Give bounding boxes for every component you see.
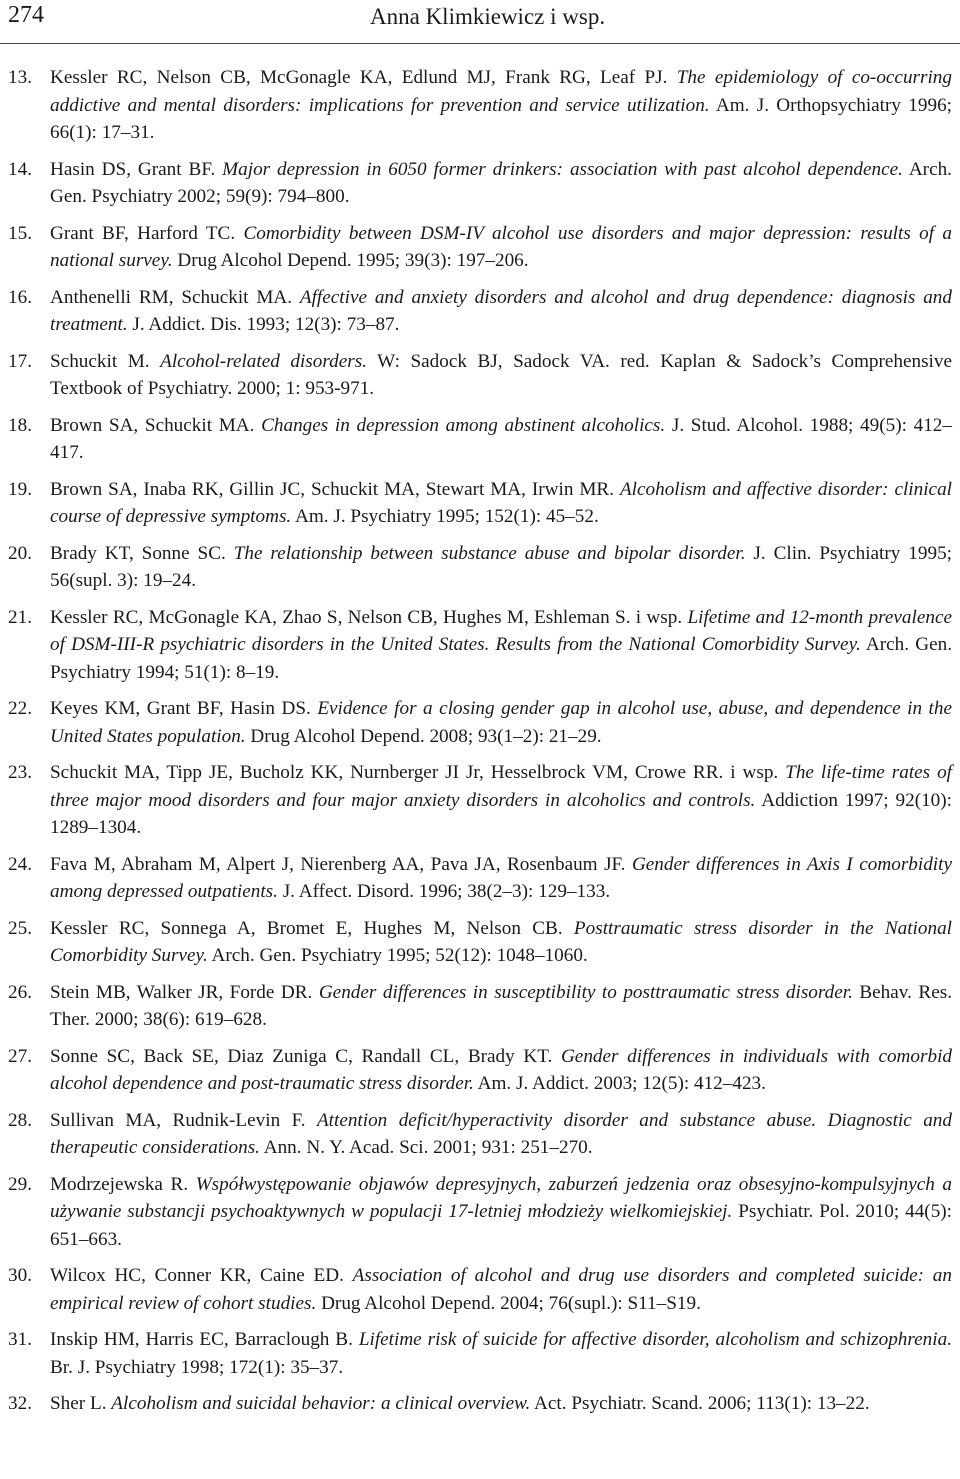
reference-authors: Fava M, Abraham M, Alpert J, Nierenberg AA, Pava JA, Rosenbaum JF.: [50, 853, 632, 875]
reference-text: [50, 540, 952, 595]
reference-item: [8, 220, 952, 275]
reference-item: [8, 1262, 952, 1317]
reference-text: [50, 759, 952, 842]
reference-text: [50, 156, 952, 211]
reference-authors: Kessler RC, McGonagle KA, Zhao S, Nelson CB, Hughes M, Eshleman S. i wsp.: [50, 606, 688, 628]
reference-title: Posttraumatic stress disorder in the National Comorbidity Survey.: [50, 917, 952, 966]
reference-title: Comorbidity between DSM-IV alcohol use disorders and major depression: results of a national survey.: [50, 222, 952, 271]
reference-item: [8, 915, 952, 970]
reference-text: [50, 915, 952, 970]
reference-source: Am. J. Addict. 2003; 12(5): 412–423.: [473, 1073, 766, 1094]
reference-source: Drug Alcohol Depend. 2004; 76(supl.): S11–S19.: [316, 1292, 701, 1314]
reference-list: [8, 64, 952, 1427]
reference-source: Act. Psychiatr. Scand. 2006; 113(1): 13–22.: [530, 1393, 870, 1414]
reference-item: [8, 759, 952, 842]
reference-text: [50, 1171, 952, 1254]
reference-number: 19.: [8, 478, 32, 500]
reference-text: [50, 476, 952, 531]
reference-title: The epidemiology of co-occurring addictive and mental disorders: implications for prevention and service utilization.: [50, 67, 952, 116]
reference-title: Alcohol-related disorders.: [160, 350, 367, 372]
reference-number: 14.: [8, 158, 32, 180]
reference-number: 15.: [8, 222, 32, 244]
reference-source: Am. J. Psychiatry 1995; 152(1): 45–52.: [291, 506, 599, 527]
reference-number: 30.: [8, 1265, 32, 1286]
reference-number: 24.: [8, 853, 32, 875]
reference-source: Behav. Res. Ther. 2000; 38(6): 619–628.: [50, 981, 952, 1030]
reference-text: [50, 695, 952, 750]
reference-authors: Schuckit M.: [50, 350, 161, 372]
reference-text: [50, 1390, 952, 1418]
reference-text: [50, 1107, 952, 1162]
reference-text: [50, 851, 952, 906]
reference-authors: Modrzejewska R.: [50, 1173, 196, 1195]
reference-authors: Brown SA, Inaba RK, Gillin JC, Schuckit MA, Stewart MA, Irwin MR.: [50, 478, 620, 500]
reference-source: Arch. Gen. Psychiatry 1995; 52(12): 1048–1060.: [207, 945, 588, 966]
reference-text: [50, 979, 952, 1034]
reference-item: [8, 1390, 952, 1418]
reference-title: The life-time rates of three major mood disorders and four major anxiety disorders in alcoholics and controls.: [50, 762, 952, 811]
page-header: [0, 0, 960, 44]
reference-item: [8, 1043, 952, 1098]
reference-text: [50, 64, 952, 147]
reference-source: Addiction 1997; 92(10): 1289–1304.: [50, 789, 952, 838]
reference-number: 26.: [8, 981, 32, 1003]
reference-text: [50, 1262, 952, 1317]
reference-text: [50, 1043, 952, 1098]
reference-title: Major depression in 6050 former drinkers: association with past alcohol dependence.: [222, 158, 903, 180]
reference-source: Ann. N. Y. Acad. Sci. 2001; 931: 251–270.: [259, 1137, 593, 1158]
reference-title: Alcoholism and affective disorder: clinical course of depressive symptoms.: [50, 478, 952, 527]
reference-number: 32.: [8, 1393, 32, 1414]
reference-item: [8, 1107, 952, 1162]
reference-item: [8, 1171, 952, 1254]
header-divider: [0, 43, 960, 44]
reference-number: 31.: [8, 1329, 32, 1350]
reference-item: [8, 284, 952, 339]
reference-authors: Sonne SC, Back SE, Diaz Zuniga C, Randall CL, Brady KT.: [50, 1045, 561, 1067]
reference-title: Lifetime risk of suicide for affective disorder, alcoholism and schizophrenia.: [358, 1329, 952, 1350]
reference-source: Drug Alcohol Depend. 2008; 93(1–2): 21–29.: [245, 725, 602, 747]
reference-authors: Stein MB, Walker JR, Forde DR.: [50, 981, 319, 1003]
reference-source: J. Addict. Dis. 1993; 12(3): 73–87.: [127, 314, 400, 335]
reference-item: [8, 979, 952, 1034]
reference-item: [8, 851, 952, 906]
reference-authors: Kessler RC, Nelson CB, McGonagle KA, Edlund MJ, Frank RG, Leaf PJ.: [50, 67, 677, 88]
reference-authors: Schuckit MA, Tipp JE, Bucholz KK, Nurnberger JI Jr, Hesselbrock VM, Crowe RR. i wsp.: [50, 762, 786, 783]
page-number: 274: [8, 2, 44, 28]
reference-authors: Sullivan MA, Rudnik-Levin F.: [50, 1109, 317, 1131]
reference-authors: Brady KT, Sonne SC.: [50, 542, 234, 564]
reference-number: 17.: [8, 350, 32, 372]
reference-source: W: Sadock BJ, Sadock VA. red. Kaplan & Sadock’s Comprehensive Textbook of Psychiatry. 2000; 1: 953-971.: [50, 350, 952, 399]
reference-number: 13.: [8, 67, 32, 88]
reference-source: J. Stud. Alcohol. 1988; 49(5): 412–417.: [50, 414, 952, 463]
reference-title: Alcoholism and suicidal behavior: a clinical overview.: [111, 1393, 531, 1414]
reference-number: 29.: [8, 1173, 32, 1195]
reference-source: Psychiatr. Pol. 2010; 44(5): 651–663.: [50, 1201, 953, 1250]
reference-number: 20.: [8, 542, 32, 564]
reference-title: Affective and anxiety disorders and alcohol and drug dependence: diagnosis and treatment.: [50, 286, 952, 335]
reference-text: [50, 348, 952, 403]
reference-title: Evidence for a closing gender gap in alcohol use, abuse, and dependence in the United States population.: [50, 698, 953, 747]
reference-title: Gender differences in individuals with comorbid alcohol dependence and post-traumatic stress disorder.: [50, 1045, 952, 1094]
reference-title: Association of alcohol and drug use disorders and completed suicide: an empirical review of cohort studies.: [50, 1265, 952, 1314]
reference-number: 23.: [8, 762, 32, 783]
reference-item: [8, 156, 952, 211]
reference-authors: Keyes KM, Grant BF, Hasin DS.: [50, 698, 318, 719]
reference-authors: Sher L.: [50, 1393, 112, 1414]
reference-number: 16.: [8, 286, 32, 308]
reference-authors: Wilcox HC, Conner KR, Caine ED.: [50, 1265, 353, 1286]
reference-authors: Grant BF, Harford TC.: [50, 222, 244, 244]
reference-source: Am. J. Orthopsychiatry 1996; 66(1): 17–31.: [50, 94, 952, 143]
reference-item: [8, 348, 952, 403]
reference-source: Arch. Gen. Psychiatry 2002; 59(9): 794–800.: [50, 158, 952, 207]
reference-authors: Inskip HM, Harris EC, Barraclough B.: [50, 1329, 359, 1350]
reference-text: [50, 1326, 952, 1381]
reference-text: [50, 284, 952, 339]
reference-authors: Anthenelli RM, Schuckit MA.: [50, 286, 300, 308]
reference-source: J. Affect. Disord. 1996; 38(2–3): 129–133.: [277, 881, 611, 902]
reference-source: Drug Alcohol Depend. 1995; 39(3): 197–206.: [172, 250, 529, 271]
reference-item: [8, 540, 952, 595]
reference-number: 22.: [8, 698, 32, 719]
reference-item: [8, 695, 952, 750]
reference-text: [50, 412, 952, 467]
reference-title: Changes in depression among abstinent alcoholics.: [261, 414, 666, 436]
reference-item: [8, 1326, 952, 1381]
reference-authors: Brown SA, Schuckit MA.: [50, 414, 262, 436]
reference-authors: Kessler RC, Sonnega A, Bromet E, Hughes M, Nelson CB.: [50, 917, 574, 939]
reference-title: The relationship between substance abuse and bipolar disorder.: [233, 542, 746, 564]
running-head: Anna Klimkiewicz i wsp.: [370, 4, 606, 29]
reference-item: [8, 476, 952, 531]
reference-authors: Hasin DS, Grant BF.: [50, 158, 223, 180]
reference-item: [8, 64, 952, 147]
reference-number: 28.: [8, 1109, 32, 1131]
reference-item: [8, 412, 952, 467]
reference-number: 18.: [8, 414, 32, 436]
reference-number: 25.: [8, 917, 32, 939]
reference-title: Współwystępowanie objawów depresyjnych, zaburzeń jedzenia oraz obsesyjno-kompulsyjnych a używanie substancji psychoaktywnych w populacji 17-letniej młodzieży wielkomiejskiej.: [50, 1173, 952, 1222]
reference-title: Gender differences in susceptibility to posttraumatic stress disorder.: [318, 981, 853, 1003]
reference-source: Arch. Gen. Psychiatry 1994; 51(1): 8–19.: [50, 634, 952, 683]
reference-item: [8, 604, 952, 687]
reference-number: 27.: [8, 1045, 32, 1067]
reference-text: [50, 220, 952, 275]
reference-number: 21.: [8, 606, 32, 628]
reference-text: [50, 604, 952, 687]
reference-title: Attention deficit/hyperactivity disorder and substance abuse. Diagnostic and therapeutic considerations.: [50, 1109, 952, 1158]
reference-source: Br. J. Psychiatry 1998; 172(1): 35–37.: [50, 1356, 344, 1378]
reference-source: J. Clin. Psychiatry 1995; 56(supl. 3): 19–24.: [50, 542, 952, 591]
reference-title: Lifetime and 12-month prevalence of DSM-III-R psychiatric disorders in the United States. Results from the National Comorbidity Survey.: [50, 606, 952, 655]
reference-title: Gender differences in Axis I comorbidity among depressed outpatients.: [50, 853, 952, 902]
